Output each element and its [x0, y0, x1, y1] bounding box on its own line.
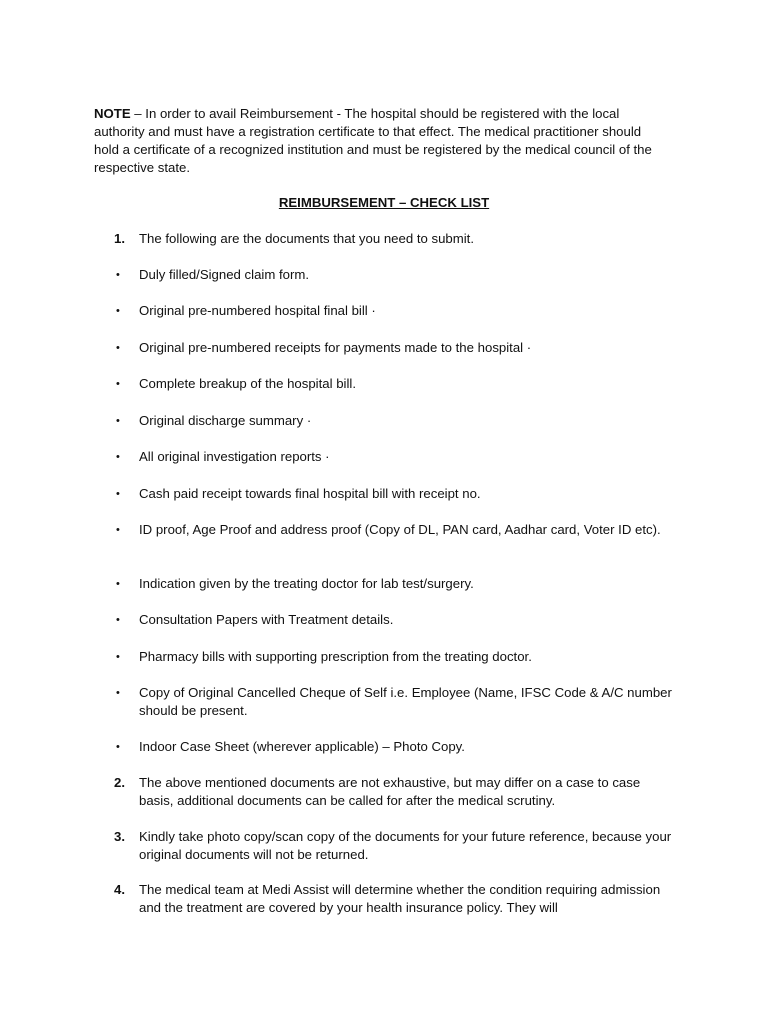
checklist-heading: REIMBURSEMENT – CHECK LIST [278, 195, 490, 210]
list-item [114, 684, 674, 720]
item-text: Complete breakup of the hospital bill. [139, 376, 356, 391]
item-text: The above mentioned documents are not exhaustive, but may differ on a case to case basis, additional documents can be called for after the medical scrutiny. [139, 775, 641, 808]
list-item [114, 774, 674, 810]
item-text: Original discharge summary · [139, 413, 312, 428]
note-label: NOTE [94, 106, 131, 121]
bullet-icon: • [116, 614, 120, 626]
list-item [114, 648, 674, 666]
list-item [114, 448, 674, 466]
list-item [114, 339, 674, 357]
bullet-icon: • [116, 524, 120, 536]
list-item [114, 485, 674, 503]
bullet-icon: • [116, 578, 120, 590]
list-item [114, 611, 674, 629]
list-item [114, 375, 674, 393]
list-item [114, 521, 674, 539]
bullet-icon: • [116, 342, 120, 354]
list-item [114, 575, 674, 593]
item-text: Original pre-numbered receipts for payments made to the hospital · [139, 340, 532, 355]
item-number: 3. [114, 829, 125, 844]
item-number: 2. [114, 775, 125, 790]
list-item [114, 230, 674, 248]
item-text: Pharmacy bills with supporting prescription from the treating doctor. [139, 649, 532, 664]
list-item [114, 412, 674, 430]
item-text: ID proof, Age Proof and address proof (Copy of DL, PAN card, Aadhar card, Voter ID etc). [139, 522, 661, 537]
item-text: Original pre-numbered hospital final bill · [139, 303, 376, 318]
item-text: Kindly take photo copy/scan copy of the documents for your future reference, because your original documents will not be returned. [139, 829, 672, 862]
item-number: 1. [114, 231, 125, 246]
item-text: Duly filled/Signed claim form. [139, 267, 310, 282]
bullet-icon: • [116, 741, 120, 753]
bullet-icon: • [116, 488, 120, 500]
item-text: The following are the documents that you need to submit. [139, 231, 475, 246]
list-item [114, 828, 674, 864]
item-text: All original investigation reports · [139, 449, 330, 464]
item-number: 4. [114, 882, 125, 897]
bullet-icon: • [116, 305, 120, 317]
item-text: Consultation Papers with Treatment details. [139, 612, 394, 627]
list-item [114, 881, 674, 917]
bullet-icon: • [116, 415, 120, 427]
item-text: Copy of Original Cancelled Cheque of Self i.e. Employee (Name, IFSC Code & A/C number should be present. [139, 685, 672, 718]
bullet-icon: • [116, 378, 120, 390]
list-item [114, 266, 674, 284]
bullet-icon: • [116, 687, 120, 699]
bullet-icon: • [116, 269, 120, 281]
list-item [114, 738, 674, 756]
note-text: – In order to avail Reimbursement - The hospital should be registered with the local authority and must have a registration certificate to that effect. The medical practitioner should hold a certificate of a recognized institution and must be registered by the medical council of the respective state. [94, 106, 652, 175]
item-text: Cash paid receipt towards final hospital bill with receipt no. [139, 486, 481, 501]
item-text: The medical team at Medi Assist will determine whether the condition requiring admission and the treatment are covered by your health insurance policy. They will [139, 882, 661, 915]
note-paragraph [94, 105, 669, 177]
bullet-icon: • [116, 451, 120, 463]
list-item [114, 302, 674, 320]
bullet-icon: • [116, 651, 120, 663]
item-text: Indication given by the treating doctor for lab test/surgery. [139, 576, 474, 591]
item-text: Indoor Case Sheet (wherever applicable) – Photo Copy. [139, 739, 465, 754]
